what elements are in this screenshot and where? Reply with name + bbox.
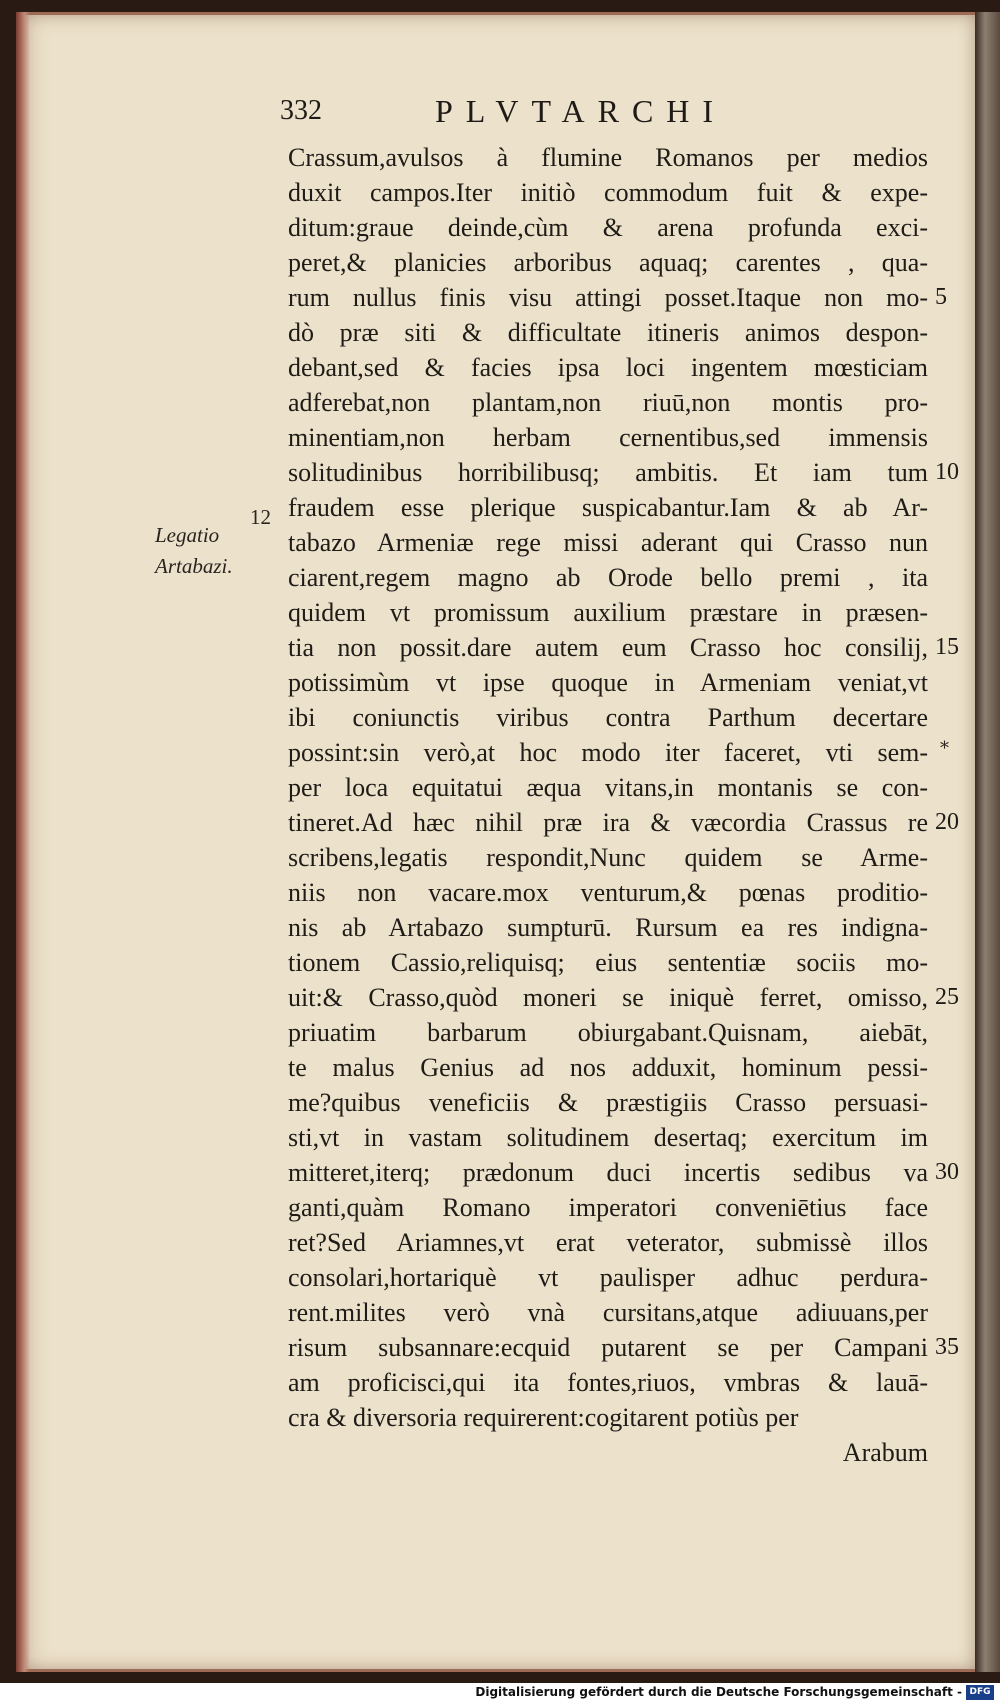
text-line: fraudem esse plerique suspicabantur.Iam & ab Ar- [288,493,928,522]
running-head: PLVTARCHI [435,93,727,129]
marginal-note-line: Legatio [155,523,220,547]
page-edge [975,12,1000,1672]
text-line: tionem Cassio,reliquisq; eius sententiæ sociis mo- [288,948,928,977]
page-gutter [16,12,30,1672]
text-line: tabazo Armeniæ rege missi aderant qui Crasso nun [288,528,928,557]
text-line: tineret.Ad hæc nihil præ ira & væcordia Crassus re [288,808,928,837]
text-line: nis ab Artabazo sumpturū. Rursum ea res indigna- [288,913,928,942]
line-number: 25 [935,984,959,1010]
catchword: Arabum [842,1438,928,1467]
text-line: mitteret,iterq; prædonum duci incertis sedibus va [288,1158,928,1187]
text-line: risum subsannare:ecquid putarent se per Campani [288,1333,928,1362]
line-number: 10 [935,459,959,485]
page-number: 332 [280,95,322,126]
line-number: 20 [935,809,959,835]
text-line: ibi coniunctis viribus contra Parthum decertare [288,703,928,732]
line-number: 30 [935,1159,959,1185]
text-line: Crassum,avulsos à flumine Romanos per medios [288,143,928,172]
text-line: am proficisci,qui ita fontes,riuos, vmbras & lauā- [288,1368,928,1397]
body-text [288,140,928,1470]
text-line: ganti,quàm Romano imperatori conveniētius face [288,1193,928,1222]
text-line: debant,sed & facies ipsa loci ingentem mœsticiam [288,353,928,382]
text-line: per loca equitatui æqua vitans,in montanis se con- [288,773,928,802]
text-line: niis non vacare.mox venturum,& pœnas proditio- [288,878,928,907]
section-number: 12 [250,505,271,529]
text-line: scribens,legatis respondit,Nunc quidem se Arme- [288,843,928,872]
text-line: possint:sin verò,at hoc modo iter faceret, vti sem- [288,738,928,767]
text-line: ciarent,regem magno ab Orode bello premi , ita [288,563,928,592]
text-line: cra & diversoria requirerent:cogitarent potiùs per [288,1403,799,1432]
marginal-note-line: Artabazi. [155,554,233,578]
text-line: rum nullus finis visu attingi posset.Itaque non mo- [288,283,928,312]
dfg-logo: DFG [966,1685,994,1700]
text-line: ditum:graue deinde,cùm & arena profunda exci- [288,213,928,242]
text-line: ret?Sed Ariamnes,vt erat veterator, submissè illos [288,1228,928,1257]
footer-bar [0,1683,1000,1703]
text-line: dò præ siti & difficultate itineris animos despon- [288,318,928,347]
page-header [280,95,940,145]
line-number: 15 [935,634,959,660]
text-line: consolari,hortariquè vt paulisper adhuc perdura- [288,1263,928,1292]
footer-credit: Digitalisierung gefördert durch die Deutsche Forschungsgemeinschaft - [475,1685,962,1699]
asterisk-mark: * [940,738,949,759]
text-line: potissimùm vt ipse quoque in Armeniam veniat,vt [288,668,928,697]
text-line: te malus Genius ad nos adduxit, hominum pessi- [288,1053,928,1082]
text-line: quidem vt promissum auxilium præstare in præsen- [288,598,928,627]
text-line: rent.milites verò vnà cursitans,atque adiuuans,per [288,1298,928,1327]
text-line: duxit campos.Iter initiò commodum fuit & expe- [288,178,928,207]
text-line: solitudinibus horribilibusq; ambitis. Et iam tum [288,458,928,487]
text-line: minentiam,non herbam cernentibus,sed immensis [288,423,928,452]
text-line: priuatim barbarum obiurgabant.Quisnam, aiebāt, [288,1018,928,1047]
text-line: peret,& planicies arboribus aquaq; carentes , qua- [288,248,928,277]
text-line: me?quibus veneficiis & præstigiis Crasso persuasi- [288,1088,928,1117]
marginal-note [155,520,275,582]
line-number: 5 [935,284,947,310]
line-number: 35 [935,1334,959,1360]
text-line: uit:& Crasso,quòd moneri se iniquè ferret, omisso, [288,983,928,1012]
text-line: sti,vt in vastam solitudinem desertaq; exercitum im [288,1123,928,1152]
text-line: adferebat,non plantam,non riuū,non montis pro- [288,388,928,417]
text-line: tia non possit.dare autem eum Crasso hoc consilij, [288,633,928,662]
